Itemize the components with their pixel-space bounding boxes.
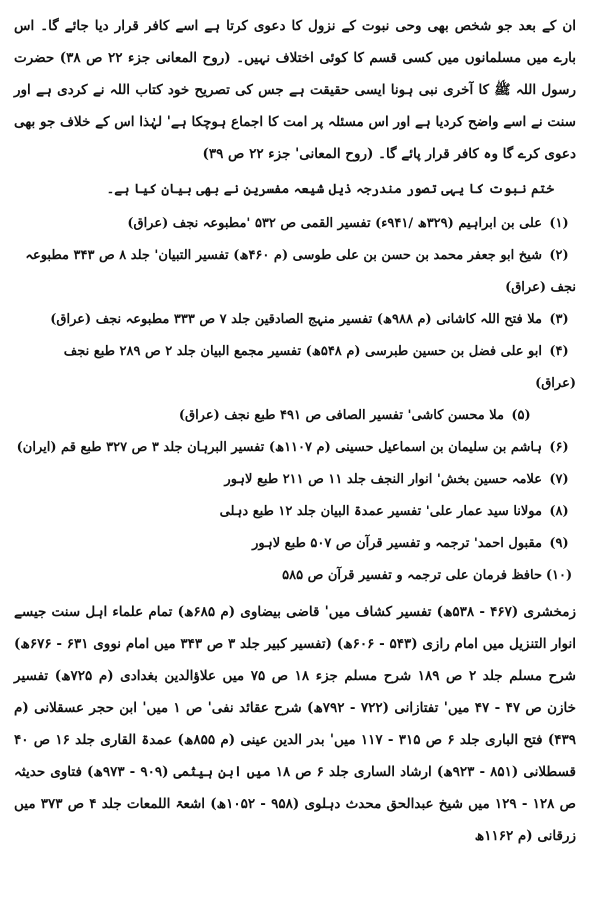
reference-text: شیخ ابو جعفر محمد بن حسن بن علی طوسی (م ۴۶۰ھ) تفسیر التبیان' جلد ۸ ص ۳۴۳ مطبوعہ نجف (عراق): [14, 240, 542, 304]
reference-text: ملا محسن کاشی' تفسیر الصافی ص ۴۹۱ طبع نجف (عراق): [178, 408, 504, 423]
reference-continuation: (عراق): [535, 376, 576, 391]
opening-paragraph: ان کے بعد جو شخص بھی وحی نبوت کے نزول کا دعوی کرتا ہے اسے کافر قرار دیا جائے گا۔ اس بارے میں مسلمانوں میں کسی قسم کا کوئی اختلاف نہیں۔ (روح المعانی جزء ۲۲ ص ۳۸) حضرت رسول اللہ ﷺ کا آخری نبی ہونا ایسی حقیقت ہے جس کی تصریح خود کتاب اللہ نے کردی ہے اور سنت نے اسے واضح کردیا ہے اور اس مسئلہ پر امت کا اجماع ہوچکا ہے' لہٰذا اس کے خلاف جو بھی دعوی کرے گا وہ کافر قرار پائے گا۔ (روح المعانی' جزء ۲۲ ص ۳۹): [14, 18, 576, 162]
reference-continuation: نجف (عراق): [505, 280, 576, 295]
reference-number: (۶): [549, 440, 569, 455]
reference-text: ابو علی فضل بن حسین طبرسی (م ۵۴۸ھ) تفسیر مجمع البیان جلد ۲ ص ۲۸۹ طبع نجف (عراق): [14, 336, 542, 400]
reference-text: علی بن ابراہیم (۳۲۹ھ /۹۴۱ء) تفسیر القمی ص ۵۳۲ 'مطبوعہ نجف (عراق): [127, 216, 542, 231]
closing-paragraph: زمخشری (۴۶۷ - ۵۳۸ھ) تفسیر کشاف میں' قاضی بیضاوی (م ۶۸۵ھ) تمام علماء اہل سنت جیسے انوار التنزیل میں امام رازی (۵۴۳ - ۶۰۶ھ) (تفسیر کبیر جلد ۳ ص ۳۴۳ میں امام نووی ۶۳۱ - ۶۷۶ھ) شرح مسلم جلد ۲ ص ۱۸۹ شرح مسلم جزء ۱۸ ص ۷۵ میں علاؤالدین بغدادی (م ۷۲۵ھ) تفسیر خازن ص ۴۷ - ۴۷ میں' تفتازانی (۷۲۲ - ۷۹۲ھ) شرح عقائد نفی' ص ۱ میں' ابن حجر عسقلانی (م ۴۳۹) فتح الباری جلد ۶ ص ۳۱۵ - ۱۱۷ میں' بدر الدین عینی (م ۸۵۵ھ) عمدۃ القاری جلد ۱۶ ص ۴۰ قسطلانی (۸۵۱ - ۹۲۳ھ) ارشاد الساری جلد ۶ ص ۱۸ میں ابن ہیثمی (۹۰۹ - ۹۷۳ھ) فتاوی حدیثہ ص ۱۲۸ - ۱۲۹ میں شیخ عبدالحق محدث دہلوی (۹۵۸ - ۱۰۵۲ھ) اشعۃ اللمعات جلد ۴ ص ۳۷۳ میں زرقانی (م ۱۱۶۲ھ: [14, 604, 577, 844]
reference-number: (۹): [549, 536, 569, 551]
reference-item: [14, 464, 576, 496]
reference-item: [14, 496, 576, 528]
reference-text: علامہ حسین بخش' انوار النجف جلد ۱۱ ص ۲۱۱ طبع لاہور: [224, 472, 542, 487]
reference-number: (۷): [549, 472, 569, 487]
reference-number: (۱): [549, 216, 569, 231]
reference-item: [14, 208, 576, 240]
reference-list: [14, 208, 576, 592]
reference-text: حافظ فرمان علی ترجمہ و تفسیر قرآن ص ۵۸۵: [282, 568, 542, 583]
reference-text: مقبول احمد' ترجمہ و تفسیر قرآن ص ۵۰۷ طبع لاہور: [252, 536, 542, 551]
reference-item: [14, 400, 576, 432]
reference-text: ملا فتح اللہ کاشانی (م ۹۸۸ھ) تفسیر منہج الصادقین جلد ۷ ص ۳۳۳ مطبوعہ نجف (عراق): [50, 312, 542, 327]
reference-item: [14, 304, 576, 336]
reference-number: (۵): [511, 408, 531, 423]
reference-item: [14, 528, 576, 560]
reference-number: (۳): [549, 312, 569, 327]
reference-number: (۱۰): [545, 568, 573, 583]
reference-number: (۴): [549, 344, 569, 359]
reference-text: ہاشم بن سلیمان بن اسماعیل حسینی (م ۱۱۰۷ھ) تفسیر البرہان جلد ۳ ص ۳۲۷ طبع قم (ایران): [16, 440, 542, 455]
reference-number: (۸): [549, 504, 569, 519]
reference-text: مولانا سید عمار علی' تفسیر عمدۃ البیان جلد ۱۲ طبع دہلی: [219, 504, 542, 519]
reference-item: [14, 560, 576, 592]
reference-item: [14, 336, 576, 400]
reference-number: (۲): [549, 248, 569, 263]
reference-item: [14, 432, 576, 464]
references-intro: ختم نبوت کا یہی تصور مندرجہ ذیل شیعہ مفسرین نے بھی بیان کیا ہے۔: [106, 182, 554, 197]
reference-item: [14, 240, 576, 304]
